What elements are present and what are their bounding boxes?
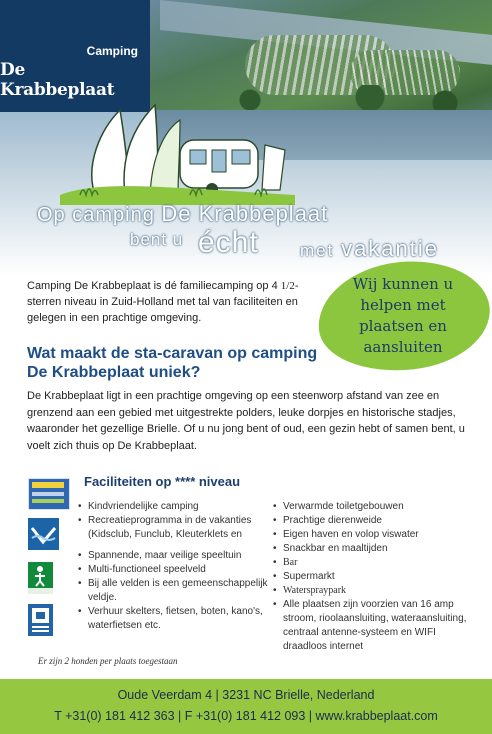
footer-contact: T +31(0) 181 412 363 | F +31(0) 181 412 093 | www.krabbeplaat.com <box>54 709 438 723</box>
caravan-illustration <box>40 95 300 205</box>
facility-item: • Multi-functioneel speelveld <box>78 563 273 577</box>
facility-item: • Recreatieprogramma in de vakanties (Kidsclub, Funclub, Kleuterklets en <box>78 514 273 542</box>
footer <box>0 679 492 734</box>
green-key-icon <box>28 562 53 588</box>
facility-item: • Spannende, maar veilige speeltuin <box>78 549 273 563</box>
tagline-vakantie: met vakantie <box>300 236 440 261</box>
facility-item: • Alle plaatsen zijn voorzien van 16 amp stroom, rioolaansluiting, wateraansluiting, centraal antenne-systeem en WIFI draadloos internet <box>273 598 473 654</box>
facility-item: • Snackbar en maaltijden <box>273 542 473 556</box>
logo-big-text: De Krabbeplaat <box>0 60 115 100</box>
intro-paragraph: Camping De Krabbeplaat is dé familiecamping op 4 1/2-sterren niveau in Zuid-Holland met tal van faciliteiten en gelegen in een prachtige omgeving. <box>27 280 299 324</box>
rating-badge-icon <box>28 478 70 510</box>
facility-item: • Kindvriendelijke camping <box>78 500 273 514</box>
facility-item: • Waterspraypark <box>273 584 473 598</box>
facility-item: • Supermarkt <box>273 570 473 584</box>
facility-item: • Prachtige dierenweide <box>273 514 473 528</box>
tagline-echt: écht <box>198 226 259 259</box>
tagline-line1: Op camping De Krabbeplaat <box>37 201 329 226</box>
water-quality-icon <box>28 518 59 550</box>
facility-item: • Bij alle velden is een gemeenschappelijk veldje. <box>78 577 273 605</box>
hero-banner <box>0 0 492 275</box>
callout-text: Wij kunnen u helpen met plaatsen en aansluiten <box>352 275 454 356</box>
facility-item: • Bar <box>273 556 473 570</box>
dogs-note: Er zijn 2 honden per plaats toegestaan <box>38 656 178 666</box>
logo-small-text: Camping <box>86 44 138 58</box>
section-heading: Wat maakt de sta-caravan op camping De Krabbeplaat uniek? <box>27 345 318 381</box>
facility-item: • Verwarmde toiletgebouwen <box>273 500 473 514</box>
clean-beach-icon <box>28 604 53 636</box>
green-key-label-icon <box>28 588 53 594</box>
footer-address: Oude Veerdam 4 | 3231 NC Brielle, Nederland <box>117 688 375 702</box>
facilities-title: Faciliteiten op **** niveau <box>84 474 241 489</box>
facilities-column-1 <box>78 500 273 633</box>
facilities-column-2 <box>273 500 473 654</box>
facility-item: • Eigen haven en volop viswater <box>273 528 473 542</box>
tagline-bent-u: bent u <box>130 230 184 249</box>
body-paragraph: De Krabbeplaat ligt in een prachtige omgeving op een steenworp afstand van zee en grenzend aan een gebied met uitgestrekte polders, leuke dorpjes en historische stadjes, waaronder het gezellige Brielle. Of u nu jong bent of oud, een gezin hebt of samen bent, u voelt zich thuis op De Krabbeplaat. <box>27 390 465 452</box>
facility-item: • Verhuur skelters, fietsen, boten, kano's, waterfietsen etc. <box>78 605 273 633</box>
